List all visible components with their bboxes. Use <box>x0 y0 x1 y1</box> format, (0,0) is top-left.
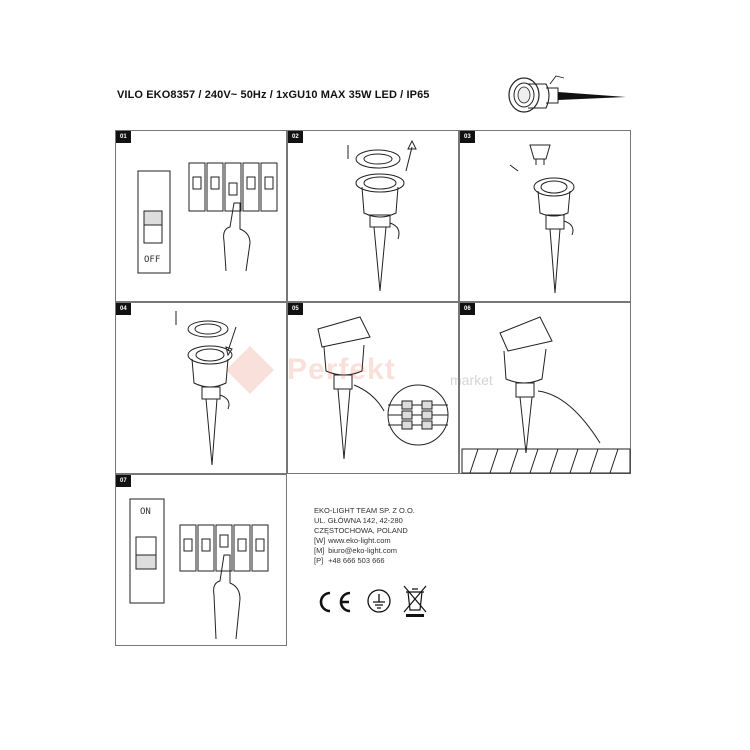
step-number: 03 <box>460 131 475 143</box>
company-phone: +48 666 503 666 <box>328 556 385 565</box>
step-02-panel <box>287 130 459 302</box>
company-city: CZĘSTOCHOWA, POLAND <box>314 526 408 535</box>
product-title: VILO EKO8357 / 240V~ 50Hz / 1xGU10 MAX 35W LED / IP65 <box>117 89 430 101</box>
ground-symbol-icon <box>366 588 392 614</box>
step-number: 02 <box>288 131 303 143</box>
watermark-subtext: market <box>450 372 493 388</box>
web-tag: [W] <box>314 536 326 545</box>
ce-mark-icon <box>314 590 354 614</box>
step-07-panel <box>115 474 287 646</box>
step-number: 05 <box>288 303 303 315</box>
step-number: 07 <box>116 475 131 487</box>
spike-lamp-hero-icon <box>498 70 628 120</box>
weee-bin-icon <box>402 584 428 618</box>
company-mail: biuro@eko-light.com <box>328 546 397 555</box>
step-01-panel <box>115 130 287 302</box>
company-web: www.eko-light.com <box>328 536 391 545</box>
company-name: EKO-LIGHT TEAM SP. Z O.O. <box>314 506 415 515</box>
ground-installation-illustration <box>460 303 632 475</box>
step-number: 01 <box>116 131 131 143</box>
watermark-text: Perfekt <box>287 353 396 386</box>
breaker-off-illustration <box>116 131 288 303</box>
bulb-insertion-illustration <box>460 131 632 303</box>
company-street: UL. GŁÓWNA 142, 42-280 <box>314 516 403 525</box>
switch-label-on: ON <box>140 507 151 517</box>
watermark-logo-icon <box>220 340 280 400</box>
step-03-panel <box>459 130 631 302</box>
company-phone-row <box>314 556 415 566</box>
step-number: 04 <box>116 303 131 315</box>
step-06-panel <box>459 302 631 474</box>
company-web-row <box>314 536 415 546</box>
lamp-disassembly-illustration <box>288 131 460 303</box>
step-05-panel <box>287 302 459 474</box>
company-mail-row <box>314 546 415 556</box>
step-number: 06 <box>460 303 475 315</box>
switch-label-off: OFF <box>144 255 161 265</box>
mail-tag: [M] <box>314 546 325 555</box>
phone-tag: [P] <box>314 556 324 565</box>
breaker-on-illustration <box>116 475 288 647</box>
wiring-connection-illustration <box>288 303 460 475</box>
company-info <box>314 506 415 566</box>
